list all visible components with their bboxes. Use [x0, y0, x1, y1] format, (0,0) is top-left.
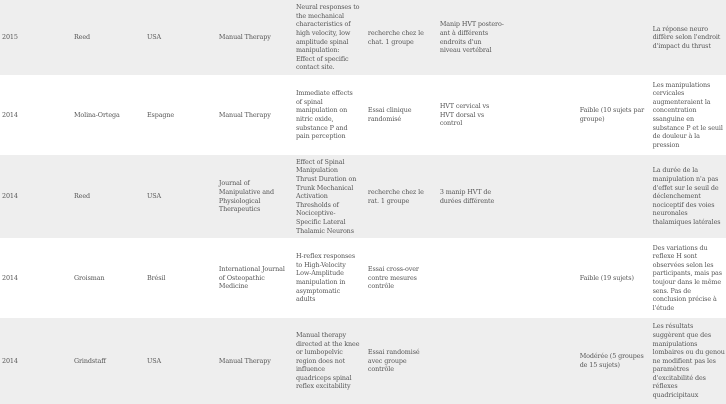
journal-cell: International Journal of Osteopathic Medicine — [217, 238, 290, 318]
evidence-level-cell: Faible (19 sujets) — [578, 238, 650, 318]
blank-cell — [506, 0, 578, 75]
conclusion-cell: Des variations du reflexe H sont observées selon les participants, mais pas toujour dans le même sens. Pas de conclusion précise à l'étude — [650, 238, 726, 318]
author-cell: Groisman — [72, 238, 145, 318]
evidence-level-cell — [578, 155, 650, 238]
protocol-cell — [434, 238, 506, 318]
blank-cell — [506, 75, 578, 155]
country-cell: USA — [145, 0, 217, 75]
conclusion-cell: Les manipulations cervicales augmenteraient la concentration ssanguine en substance P et le seuil de douleur à la pression — [650, 75, 726, 155]
year-cell: 2014 — [0, 155, 72, 238]
author-cell: Reed — [72, 155, 145, 238]
conclusion-cell: Les résultats suggèrent que des manipulations lombaires ou du genou ne modifient pas les paramètres d'excitabilité des réflexes quadricipitaux — [650, 318, 726, 404]
year-cell: 2015 — [0, 0, 72, 75]
blank-cell — [506, 155, 578, 238]
design-cell: recherche chez le rat. 1 groupe — [362, 155, 434, 238]
conclusion-cell: La réponse neuro diffère selon l'endroit d'impact du thrust — [650, 0, 726, 75]
country-cell: USA — [145, 155, 217, 238]
journal-cell: Journal of Manipulative and Physiological Therapeutics — [217, 155, 290, 238]
evidence-level-cell: Faible (10 sujets par groupe) — [578, 75, 650, 155]
country-cell: USA — [145, 318, 217, 404]
title-cell: Immediate effects of spinal manipulation on nitric oxide, substance P and pain perception — [290, 75, 362, 155]
evidence-level-cell: Modérée (5 groupes de 15 sujets) — [578, 318, 650, 404]
design-cell: recherche chez le chat. 1 groupe — [362, 0, 434, 75]
protocol-cell: HVT cervical vs HVT dorsal vs control — [434, 75, 506, 155]
design-cell: Essai randomisé avec groupe contrôle — [362, 318, 434, 404]
country-cell: Brésil — [145, 238, 217, 318]
table-row — [0, 75, 726, 155]
country-cell: Espagne — [145, 75, 217, 155]
author-cell: Reed — [72, 0, 145, 75]
author-cell: Grindstaff — [72, 318, 145, 404]
year-cell: 2014 — [0, 318, 72, 404]
blank-cell — [506, 238, 578, 318]
journal-cell: Manual Therapy — [217, 75, 290, 155]
title-cell: Effect of Spinal Manipulation Thrust Duration on Trunk Mechanical Activation Thresholds of Nociceptive-Specific Lateral Thalamic Neurons — [290, 155, 362, 238]
blank-cell — [506, 318, 578, 404]
title-cell: Manual therapy directed at the knee or lumbopelvic region does not influence quadriceps spinal reflex excitability — [290, 318, 362, 404]
journal-cell: Manual Therapy — [217, 0, 290, 75]
title-cell: Neural responses to the mechanical characteristics of high velocity, low amplitude spinal manipulation: Effect of specific contact site. — [290, 0, 362, 75]
author-cell: Molina-Ortega — [72, 75, 145, 155]
design-cell: Essai clinique randomisé — [362, 75, 434, 155]
year-cell: 2014 — [0, 75, 72, 155]
table-row — [0, 0, 726, 75]
table-row — [0, 238, 726, 318]
table-row — [0, 155, 726, 238]
table-row — [0, 318, 726, 404]
protocol-cell — [434, 318, 506, 404]
design-cell: Essai cross-over contre mesures contrôle — [362, 238, 434, 318]
evidence-level-cell — [578, 0, 650, 75]
year-cell: 2014 — [0, 238, 72, 318]
title-cell: H-reflex responses to High-Velocity Low-Amplitude manipulation in asymptomatic adults — [290, 238, 362, 318]
protocol-cell: Manip HVT postero-ant à différents endroits d'un niveau vertébral — [434, 0, 506, 75]
conclusion-cell: La durée de la manipulation n'a pas d'effet sur le seuil de déclenchement nociceptif des voies neuronales thalamiques latérales — [650, 155, 726, 238]
journal-cell: Manual Therapy — [217, 318, 290, 404]
protocol-cell: 3 manip HVT de durées différente — [434, 155, 506, 238]
